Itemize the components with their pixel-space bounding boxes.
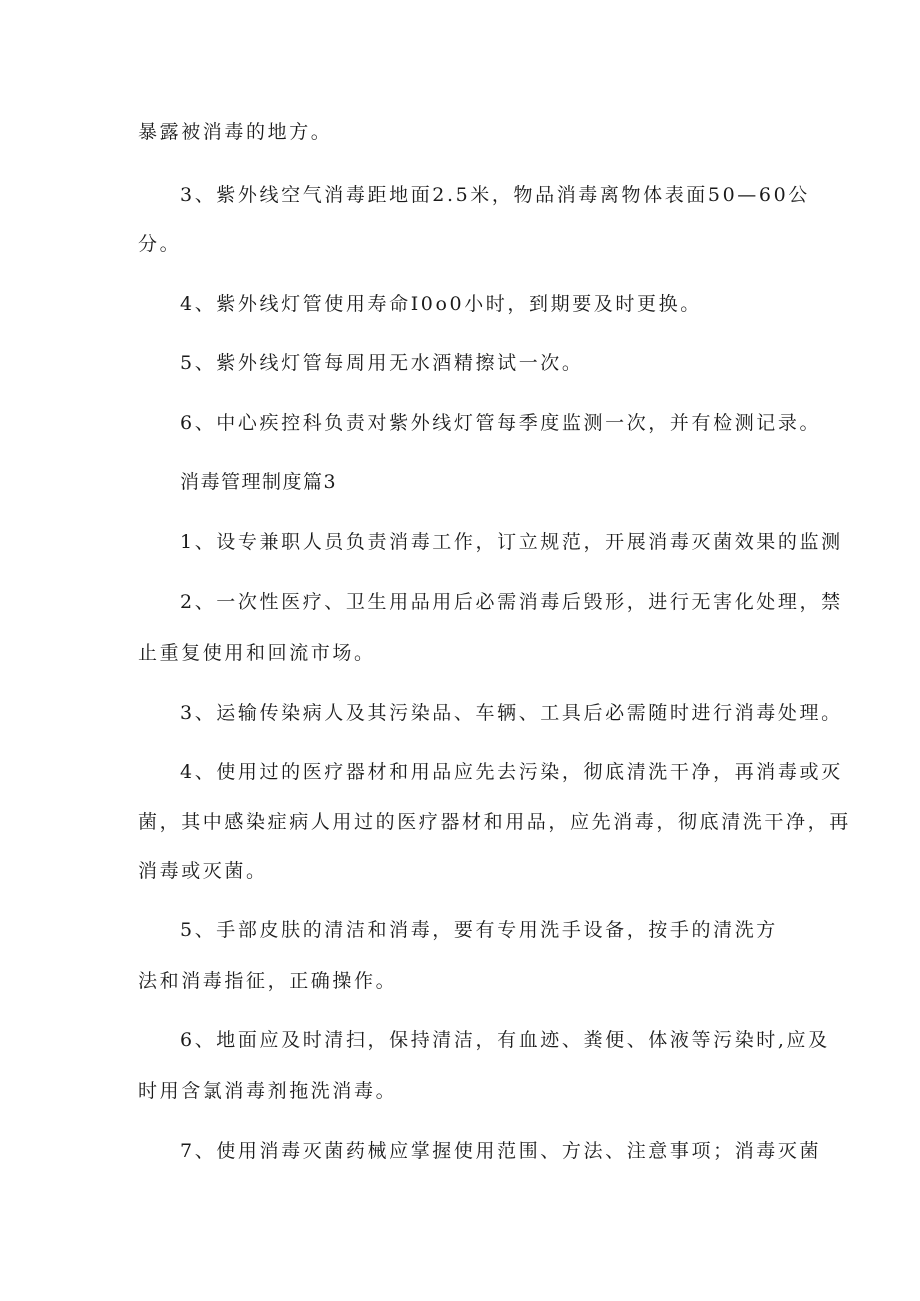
section-heading: 消毒管理制度篇3 — [180, 471, 338, 493]
text-line: 5、手部皮肤的清洁和消毒，要有专用洗手设备，按手的清洗方 — [180, 919, 778, 941]
text-line: 分。 — [138, 233, 182, 255]
text-line: 3、运输传染病人及其污染品、车辆、工具后必需随时进行消毒处理。 — [180, 702, 843, 724]
text-line: 6、地面应及时清扫，保持清洁，有血迹、粪便、体液等污染时,应及 — [180, 1029, 830, 1051]
text-line: 4、紫外线灯管使用寿命I0o0小时，到期要及时更换。 — [180, 293, 702, 315]
text-line: 时用含氯消毒剂拖洗消毒。 — [138, 1080, 398, 1102]
text-line: 7、使用消毒灭菌药械应掌握使用范围、方法、注意事项；消毒灭菌 — [180, 1140, 822, 1162]
text-line: 2、一次性医疗、卫生用品用后必需消毒后毁形，进行无害化处理，禁 — [180, 591, 843, 613]
text-line: 法和消毒指征，正确操作。 — [138, 970, 398, 992]
text-line: 3、紫外线空气消毒距地面2.5米，物品消毒离物体表面50—60公 — [180, 184, 810, 206]
text-line: 6、中心疾控科负责对紫外线灯管每季度监测一次，并有检测记录。 — [180, 412, 822, 434]
text-line: 菌，其中感染症病人用过的医疗器材和用品，应先消毒，彻底清洗干净，再 — [138, 811, 851, 833]
text-line: 5、紫外线灯管每周用无水酒精擦试一次。 — [180, 352, 584, 374]
text-line: 1、设专兼职人员负责消毒工作，订立规范，开展消毒灭菌效果的监测 — [180, 531, 843, 553]
text-line: 消毒或灭菌。 — [138, 860, 268, 882]
text-line: 4、使用过的医疗器材和用品应先去污染，彻底清洗干净，再消毒或灭 — [180, 761, 843, 783]
text-line: 止重复使用和回流市场。 — [138, 642, 376, 664]
text-line: 暴露被消毒的地方。 — [138, 121, 333, 143]
